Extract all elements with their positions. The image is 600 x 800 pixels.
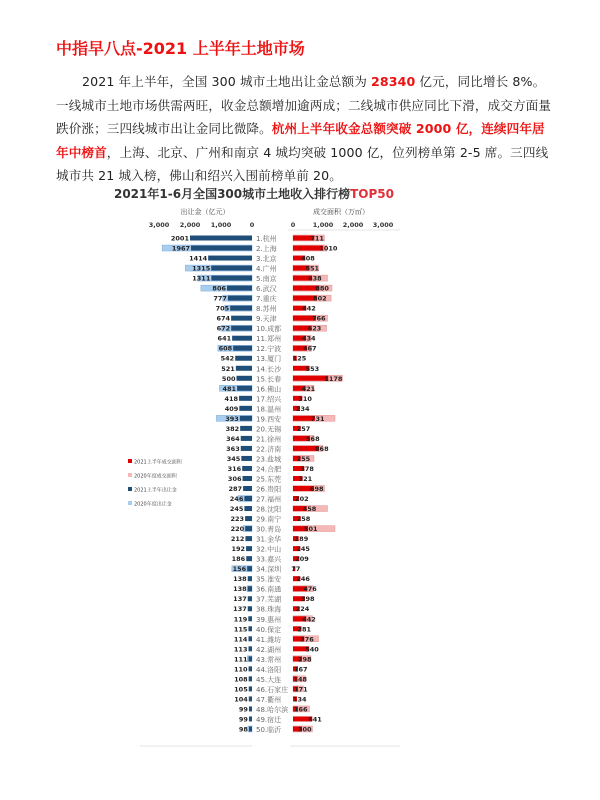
revenue-data-label: 641: [217, 334, 232, 343]
city-label: 1.杭州: [256, 235, 277, 243]
bar-2021-revenue: [191, 246, 252, 251]
revenue-data-label: 114: [233, 635, 248, 644]
revenue-data-label: 418: [224, 394, 239, 403]
revenue-data-label: 287: [228, 485, 243, 493]
bar-2021-revenue: [243, 486, 252, 491]
city-label: 29.南宁: [256, 515, 282, 524]
right-axis-label: 成交面积（万㎡）: [313, 208, 369, 216]
bar-2021-revenue: [241, 436, 252, 441]
city-label: 30.青岛: [256, 525, 282, 534]
highlighted-text: 杭州上半年收金总额突破 2000 亿，连续四年居年中榜首: [56, 121, 545, 160]
area-data-label: 698: [309, 485, 324, 493]
city-label: 50.临沂: [256, 725, 282, 734]
area-data-label: 1010: [319, 244, 338, 253]
bar-2021-revenue: [245, 526, 252, 531]
left-tick-label: 0: [249, 221, 255, 229]
bar-2021-revenue: [248, 616, 252, 621]
revenue-data-label: 156: [232, 565, 247, 574]
area-data-label: 171: [294, 685, 308, 694]
city-label: 32.中山: [256, 545, 282, 554]
bar-2021-revenue: [237, 386, 252, 391]
bar-2021-revenue: [249, 686, 252, 691]
city-label: 26.贵阳: [256, 485, 282, 494]
bar-2021-revenue: [231, 316, 252, 321]
revenue-data-label: 212: [230, 535, 245, 544]
area-data-label: 421: [301, 384, 316, 393]
area-data-label: 298: [297, 655, 312, 664]
area-data-label: 623: [307, 324, 322, 333]
chart-title-suffix: TOP50: [350, 187, 395, 201]
revenue-data-label: 542: [220, 354, 235, 363]
city-label: 9.天津: [256, 315, 277, 324]
city-label: 39.惠州: [256, 615, 282, 624]
bar-2021-revenue: [248, 646, 252, 651]
area-data-label: 398: [300, 595, 315, 604]
revenue-data-label: 306: [227, 474, 242, 483]
bar-2021-revenue: [247, 566, 252, 571]
area-data-label: 255: [296, 454, 311, 463]
city-label: 43.常州: [256, 655, 282, 664]
revenue-data-label: 364: [226, 434, 240, 443]
area-data-label: 568: [306, 434, 320, 443]
revenue-data-label: 500: [221, 374, 236, 383]
revenue-data-label: 105: [234, 685, 248, 694]
bar-2021-revenue: [231, 326, 252, 331]
area-data-label: 77: [291, 565, 301, 574]
area-data-label: 442: [302, 615, 316, 624]
city-label: 25.东莞: [256, 475, 282, 484]
city-label: 37.芜湖: [256, 595, 282, 604]
legend-label: 2020年度成交面积: [134, 473, 177, 480]
area-data-label: 868: [315, 444, 329, 453]
revenue-data-label: 363: [226, 444, 240, 453]
bar-2021-revenue: [235, 356, 252, 361]
legend-swatch: [128, 459, 132, 463]
bar-2021-revenue: [240, 416, 252, 421]
left-tick-label: 3,000: [148, 221, 170, 229]
revenue-data-label: 481: [222, 384, 237, 393]
city-label: 49.宿迁: [256, 715, 282, 724]
legend-swatch: [128, 473, 132, 477]
city-label: 34.深圳: [256, 565, 282, 574]
revenue-data-label: 137: [233, 595, 247, 604]
area-data-label: 224: [295, 605, 310, 614]
area-data-label: 321: [298, 474, 313, 483]
area-data-label: 467: [303, 344, 317, 353]
revenue-data-label: 115: [233, 625, 248, 634]
revenue-data-label: 1414: [189, 254, 208, 263]
area-data-label: 434: [302, 334, 316, 343]
left-axis-label: 出让金（亿元）: [180, 208, 230, 216]
city-label: 7.重庆: [256, 295, 277, 304]
bar-2021-revenue: [244, 496, 252, 501]
revenue-data-label: 382: [225, 424, 240, 433]
city-label: 31.金华: [256, 535, 282, 544]
revenue-data-label: 99: [238, 705, 248, 714]
city-label: 23.盐城: [256, 455, 282, 464]
bar-2021-revenue: [241, 456, 252, 461]
area-data-label: 1178: [324, 374, 343, 383]
city-label: 20.无锡: [256, 425, 282, 434]
city-label: 46.石家庄: [256, 685, 289, 694]
city-label: 4.广州: [256, 265, 277, 274]
revenue-data-label: 186: [231, 555, 246, 564]
revenue-data-label: 110: [234, 665, 248, 674]
document-title: 中指早八点-2021 上半年土地市场: [56, 39, 305, 58]
revenue-data-label: 223: [230, 515, 245, 524]
city-label: 17.绍兴: [256, 395, 282, 404]
bar-2021-revenue: [239, 396, 252, 401]
city-label: 28.沈阳: [256, 505, 282, 514]
city-label: 42.湖州: [256, 645, 282, 654]
bar-2021-revenue: [248, 636, 252, 641]
city-label: 41.潍坊: [256, 635, 282, 644]
right-tick-label: 0: [290, 221, 296, 229]
bar-2021-revenue: [246, 546, 252, 551]
bar-2021-revenue: [233, 346, 252, 351]
bar-2021-revenue: [248, 596, 252, 601]
area-data-label: 802: [313, 294, 327, 303]
left-tick-label: 1,000: [210, 221, 232, 229]
revenue-data-label: 393: [225, 414, 239, 423]
area-data-label: 553: [305, 364, 320, 373]
area-data-label: 281: [297, 625, 312, 634]
body-text: 2021 年上半年，全国 300 城市土地出让金总额为: [82, 74, 371, 89]
city-label: 35.淮安: [256, 575, 282, 584]
bar-2021-revenue: [248, 626, 252, 631]
bar-2021-revenue: [211, 276, 252, 281]
bar-2021-revenue: [246, 556, 252, 561]
revenue-data-label: 608: [218, 344, 233, 353]
area-data-label: 766: [311, 314, 326, 323]
bar-2021-revenue: [245, 516, 252, 521]
area-data-label: 310: [298, 394, 312, 403]
body-text: ，上海、北京、广州和南京 4 城均突破 1000 亿，位列榜单第 2-5 席。三四线城市共 21 城入榜，佛山和绍兴入围前榜单前 20。: [56, 144, 549, 183]
bar-2021-revenue: [249, 696, 252, 701]
revenue-data-label: 138: [233, 585, 247, 594]
bar-2021-revenue: [248, 576, 252, 581]
area-data-label: 501: [304, 525, 318, 534]
city-label: 38.珠海: [256, 605, 282, 614]
bar-2021-revenue: [242, 466, 252, 471]
area-data-label: 731: [310, 414, 325, 423]
area-data-label: 476: [303, 585, 317, 594]
revenue-data-label: 138: [233, 575, 247, 584]
revenue-data-label: 806: [212, 284, 227, 293]
revenue-data-label: 192: [231, 545, 246, 554]
revenue-data-label: 113: [233, 645, 248, 654]
area-data-label: 202: [295, 495, 309, 504]
city-label: 3.北京: [256, 255, 277, 264]
area-data-label: 148: [293, 675, 308, 684]
city-label: 18.温州: [256, 405, 282, 414]
bar-2021-revenue: [208, 256, 252, 261]
bar-2021-revenue: [249, 726, 252, 731]
city-label: 2.上海: [256, 245, 277, 254]
bar-2021-revenue: [249, 676, 252, 681]
city-label: 24.合肥: [256, 465, 282, 474]
revenue-data-label: 1315: [192, 264, 211, 273]
city-label: 21.徐州: [256, 435, 282, 444]
city-label: 6.武汉: [256, 285, 277, 294]
chart-title: [114, 186, 394, 201]
city-label: 22.济南: [256, 445, 282, 454]
revenue-data-label: 674: [216, 314, 231, 323]
area-data-label: 638: [308, 274, 322, 283]
city-label: 27.福州: [256, 495, 282, 504]
bar-2021-revenue: [248, 606, 252, 611]
city-label: 13.厦门: [256, 355, 282, 364]
bar-2021-revenue: [243, 476, 252, 481]
area-data-label: 125: [292, 354, 307, 363]
bar-2021-revenue: [245, 536, 252, 541]
revenue-data-label: 246: [229, 495, 244, 504]
city-label: 12.宁波: [256, 345, 282, 354]
city-label: 10.成都: [256, 325, 282, 334]
area-data-label: 408: [301, 254, 315, 263]
city-label: 47.衢州: [256, 695, 282, 704]
right-tick-label: 1,000: [312, 221, 334, 229]
area-data-label: 257: [296, 424, 311, 433]
city-label: 40.保定: [256, 625, 282, 634]
city-label: 15.长春: [256, 375, 282, 384]
bar-2021-area: [293, 376, 328, 381]
area-data-label: 300: [298, 725, 312, 734]
bar-2021-revenue: [211, 266, 252, 271]
revenue-data-label: 245: [229, 505, 244, 514]
revenue-data-label: 705: [215, 304, 230, 313]
bar-2021-revenue: [232, 336, 252, 341]
city-label: 8.苏州: [256, 305, 277, 314]
area-data-label: 458: [302, 505, 317, 514]
revenue-data-label: 98: [238, 725, 248, 734]
area-data-label: 166: [293, 705, 308, 714]
revenue-data-label: 2001: [170, 234, 189, 243]
city-label: 5.南京: [256, 275, 277, 284]
legend-label: 2020年度出让金: [134, 501, 172, 508]
right-tick-label: 2,000: [342, 221, 364, 229]
revenue-data-label: 99: [238, 715, 248, 724]
bar-2021-revenue: [190, 236, 252, 241]
revenue-data-label: 672: [216, 324, 231, 333]
revenue-data-label: 521: [221, 364, 235, 373]
area-data-label: 378: [300, 464, 314, 473]
area-data-label: 258: [296, 515, 311, 524]
area-data-label: 551: [305, 264, 320, 273]
left-tick-label: 2,000: [179, 221, 201, 229]
revenue-data-label: 108: [234, 675, 248, 684]
bar-2021-revenue: [249, 666, 252, 671]
area-data-label: 189: [294, 535, 309, 544]
city-label: 16.佛山: [256, 385, 282, 394]
area-data-label: 540: [305, 645, 319, 654]
bar-2021-revenue: [240, 426, 252, 431]
revenue-data-label: 104: [234, 695, 248, 704]
city-label: 11.郑州: [256, 335, 282, 344]
area-data-label: 711: [310, 234, 324, 243]
revenue-data-label: 137: [233, 605, 247, 614]
revenue-data-label: 1967: [171, 244, 191, 253]
highlighted-text: 28340: [371, 74, 416, 89]
city-label: 44.洛阳: [256, 665, 282, 674]
chart-title-main: 2021年1-6月全国300城市土地收入排行榜: [113, 187, 351, 201]
city-label: 36.南通: [256, 585, 282, 594]
bar-2021-revenue: [249, 656, 252, 661]
right-tick-label: 3,000: [372, 221, 394, 229]
area-data-label: 880: [315, 284, 329, 293]
bar-2021-revenue: [249, 706, 252, 711]
city-label: 33.嘉兴: [256, 555, 282, 564]
bar-2021-revenue: [228, 296, 252, 301]
bar-2021-revenue: [244, 506, 252, 511]
area-data-label: 245: [296, 545, 310, 554]
bar-2021-revenue: [239, 406, 252, 411]
revenue-data-label: 777: [213, 294, 227, 303]
bar-2021-revenue: [241, 446, 252, 451]
body-text: 亿元，同比增长 8%。一线城市土地市场供需两旺，收金总额增加逾两成；二线城市供应同比下滑，成交方面量跌价涨；三四线城市出让金同比微降。: [56, 74, 552, 136]
legend-swatch: [128, 501, 132, 505]
area-data-label: 641: [308, 715, 322, 724]
legend-label: 2021上半年出让金: [134, 487, 177, 494]
revenue-data-label: 119: [233, 615, 248, 624]
area-data-label: 134: [293, 695, 307, 704]
city-label: 14.长沙: [256, 365, 282, 374]
area-data-label: 234: [296, 404, 310, 413]
area-data-label: 209: [295, 555, 309, 564]
revenue-data-label: 111: [233, 655, 248, 664]
bar-2021-revenue: [248, 586, 252, 591]
revenue-data-label: 345: [226, 454, 241, 463]
city-label: 19.西安: [256, 415, 282, 424]
bar-2021-revenue: [249, 716, 252, 721]
city-label: 45.大连: [256, 675, 282, 684]
bar-2021-revenue: [236, 366, 252, 371]
revenue-data-label: 316: [227, 464, 242, 473]
legend-label: 2021上半年成交面积: [134, 459, 182, 466]
bar-2021-revenue: [230, 306, 252, 311]
area-data-label: 376: [300, 635, 314, 644]
legend-swatch: [128, 487, 132, 491]
area-data-label: 246: [296, 575, 310, 584]
city-label: 48.哈尔滨: [256, 705, 289, 714]
bar-2021-revenue: [237, 376, 253, 381]
revenue-data-label: 1311: [192, 274, 211, 283]
bar-2021-revenue: [227, 286, 252, 291]
revenue-data-label: 409: [224, 404, 239, 413]
area-data-label: 442: [302, 304, 316, 313]
area-data-label: 167: [294, 665, 308, 674]
revenue-data-label: 220: [230, 525, 245, 534]
